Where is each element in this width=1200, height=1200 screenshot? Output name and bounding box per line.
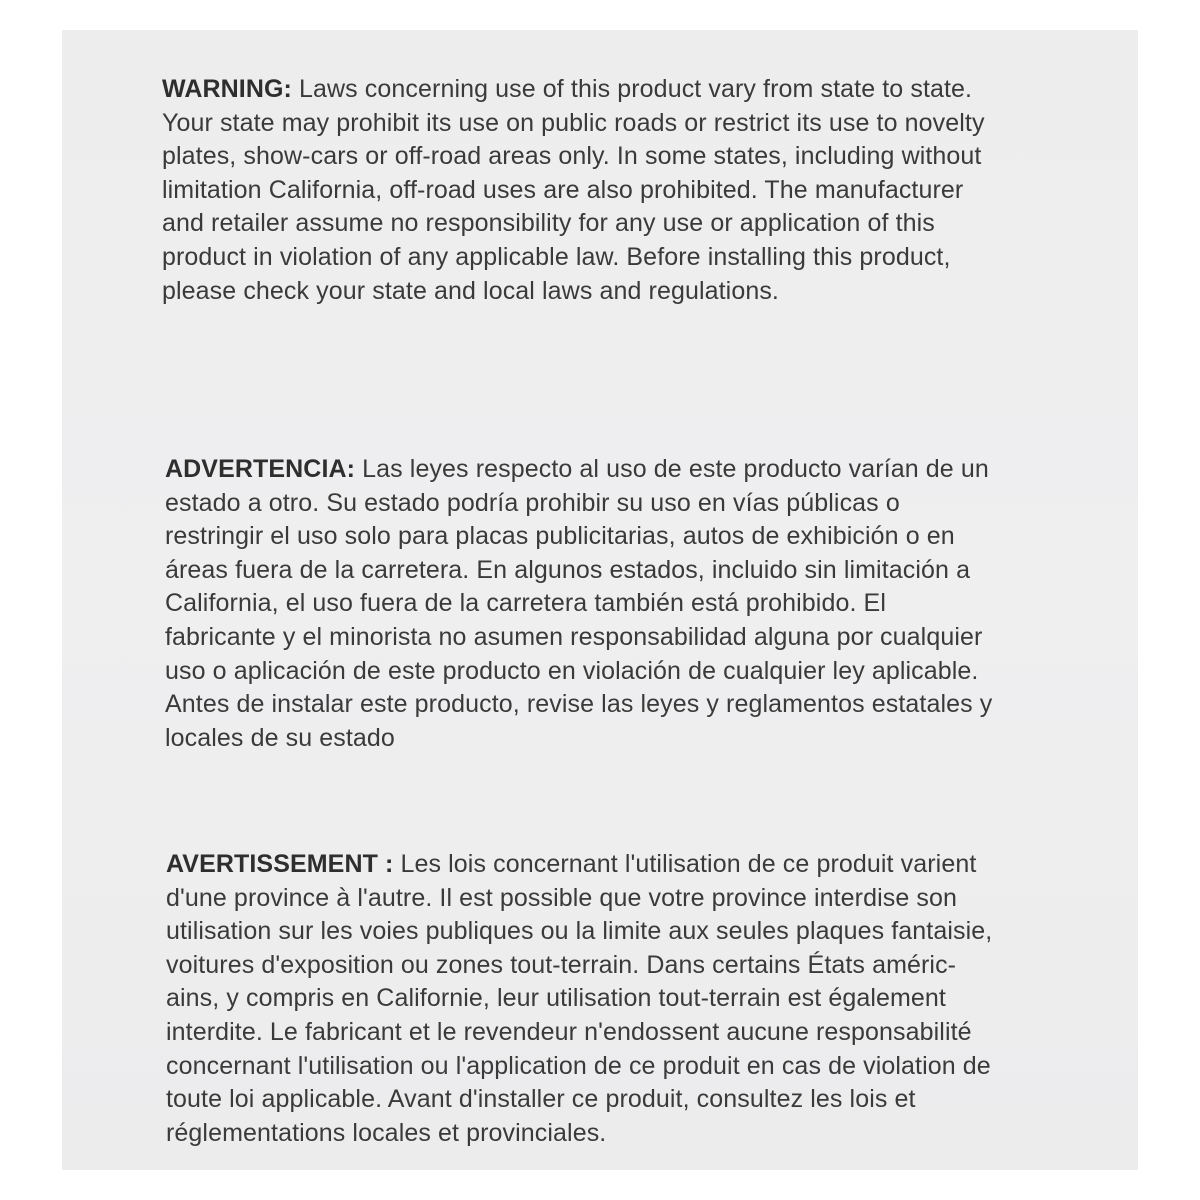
warning-label-sheet bbox=[62, 30, 1138, 1170]
warning-french-line-8: toute loi applicable. Avant d'installer ce produit, consultez les lois et bbox=[166, 1085, 916, 1114]
warning-french bbox=[166, 848, 1106, 1150]
warning-french-line-4: voitures d'exposition ou zones tout-terrain. Dans certains États améric- bbox=[166, 950, 957, 979]
warning-french-line-5: ains, y compris en Californie, leur utilisation tout-terrain est également bbox=[166, 984, 946, 1013]
warning-spanish-line-8: Antes de instalar este producto, revise las leyes y reglamentos estatales y bbox=[165, 690, 993, 719]
warning-english-heading: WARNING: bbox=[162, 75, 292, 103]
warning-french-line-6: interdite. Le fabricant et le revendeur n'endossent aucune responsabilité bbox=[166, 1017, 972, 1046]
warning-french-line-1: AVERTISSEMENT : Les lois concernant l'utilisation de ce produit varient bbox=[166, 850, 977, 878]
warning-spanish-line-5: California, el uso fuera de la carretera también está prohibido. El bbox=[165, 589, 886, 618]
warning-spanish bbox=[165, 453, 1105, 755]
warning-english-line-6: product in violation of any applicable law. Before installing this product, bbox=[162, 242, 951, 271]
warning-spanish-line-9: locales de su estado bbox=[165, 723, 395, 752]
warning-english bbox=[162, 73, 1102, 308]
warning-english-line-5: and retailer assume no responsibility for any use or application of this bbox=[162, 209, 935, 238]
warning-english-line-4: limitation California, off-road uses are also prohibited. The manufacturer bbox=[162, 175, 964, 204]
warning-french-line-7: concernant l'utilisation ou l'application de ce produit en cas de violation de bbox=[166, 1051, 991, 1080]
warning-spanish-line-4: áreas fuera de la carretera. En algunos estados, incluido sin limitación a bbox=[165, 555, 971, 584]
warning-spanish-line-3: restringir el uso solo para placas publicitarias, autos de exhibición o en bbox=[165, 522, 955, 551]
warning-french-line-2: d'une province à l'autre. Il est possible que votre province interdise son bbox=[166, 883, 958, 912]
warning-english-line-3: plates, show-cars or off-road areas only. In some states, including without bbox=[162, 142, 982, 171]
warning-spanish-line-7: uso o aplicación de este producto en violación de cualquier ley aplicable. bbox=[165, 656, 979, 685]
warning-spanish-heading: ADVERTENCIA: bbox=[165, 455, 356, 483]
warning-spanish-line-2: estado a otro. Su estado podría prohibir su uso en vías públicas o bbox=[165, 488, 900, 517]
warning-english-line-2: Your state may prohibit its use on public roads or restrict its use to novelty bbox=[162, 108, 985, 137]
warning-french-line-9: réglementations locales et provinciales. bbox=[166, 1118, 607, 1147]
warning-french-line-3: utilisation sur les voies publiques ou la limite aux seules plaques fantaisie, bbox=[166, 917, 993, 946]
warning-english-line-1: WARNING: Laws concerning use of this product vary from state to state. bbox=[162, 75, 973, 103]
warning-french-heading: AVERTISSEMENT : bbox=[166, 850, 394, 878]
warning-spanish-line-1: ADVERTENCIA: Las leyes respecto al uso de este producto varían de un bbox=[165, 455, 989, 483]
warning-english-line-7: please check your state and local laws and regulations. bbox=[162, 276, 779, 305]
warning-spanish-line-6: fabricante y el minorista no asumen responsabilidad alguna por cualquier bbox=[165, 622, 983, 651]
